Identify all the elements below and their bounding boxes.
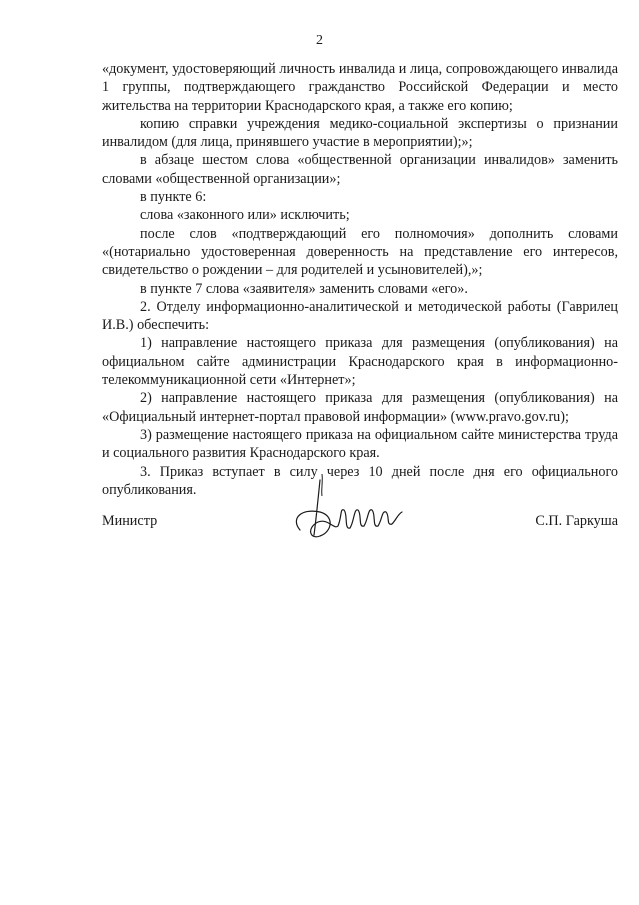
- paragraph: 3. Приказ вступает в силу через 10 дней после дня его официального опубликования.: [102, 463, 618, 498]
- paragraph: копию справки учреждения медико-социальной экспертизы о признании инвалидом (для лица, принявшего участие в мероприятии);»;: [102, 115, 618, 151]
- paragraph: слова «законного или» исключить;: [140, 207, 350, 224]
- paragraph: в пункте 6:: [140, 189, 207, 206]
- paragraph: «документ, удостоверяющий личность инвалида и лица, сопровождающего инвалида 1 группы, подтверждающего гражданство Российской Федерации и место жительства на территории Краснодарского края, а также его копию;: [102, 61, 618, 114]
- paragraph: 1) направление настоящего приказа для размещения (опубликования) на официальном сайте администрации Краснодарского края в информационно-телекоммуникационной сети «Интернет»;: [102, 335, 618, 389]
- handwritten-signature: [280, 470, 410, 550]
- signature-name: С.П. Гаркуша: [535, 513, 618, 529]
- document-body: [102, 60, 618, 499]
- paragraph: 2. Отделу информационно-аналитической и методической работы (Гаврилец И.В.) обеспечить:: [102, 298, 618, 334]
- paragraph: 2) направление настоящего приказа для размещения (опубликования) на «Официальный интернет-портал правовой информации» (www.pravo.gov.ru);: [102, 390, 618, 425]
- paragraph: в абзаце шестом слова «общественной организации инвалидов» заменить словами «общественной организации»;: [102, 152, 618, 187]
- page-number: 2: [316, 33, 323, 48]
- paragraph: после слов «подтверждающий его полномочия» дополнить словами «(нотариально удостоверенная доверенность на представление его интересов, свидетельство о рождении – для родителей и усыновителей),»;: [102, 225, 618, 279]
- paragraph: 3) размещение настоящего приказа на официальном сайте министерства труда и социального развития Краснодарского края.: [102, 426, 618, 462]
- signature-title: Министр: [102, 513, 158, 529]
- paragraph: в пункте 7 слова «заявителя» заменить словами «его».: [140, 280, 468, 297]
